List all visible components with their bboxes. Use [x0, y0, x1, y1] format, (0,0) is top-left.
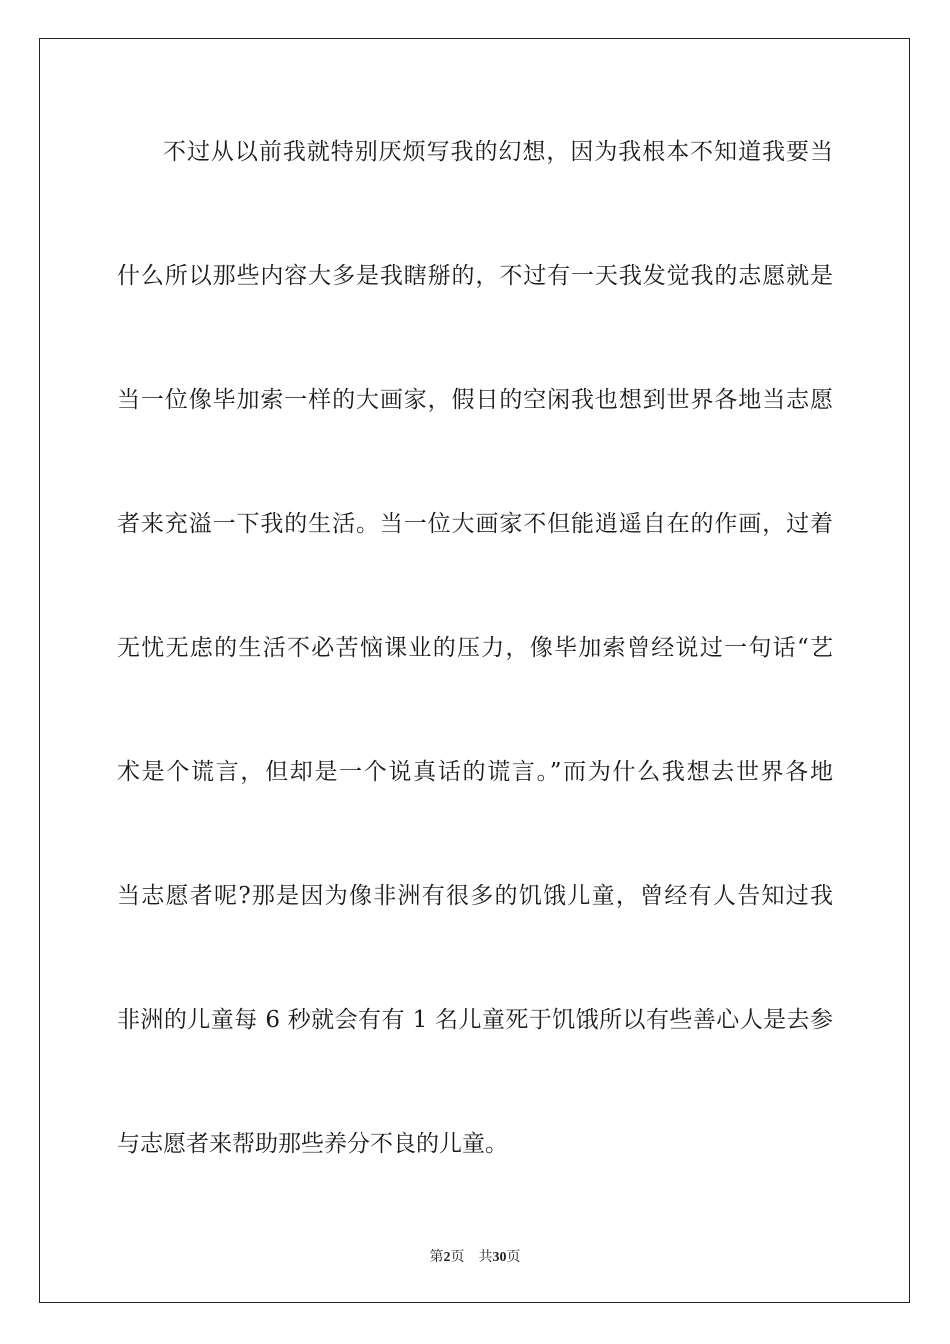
paragraph-line-6: 术是个谎言，但却是一个说真话的谎言。”而为什么我想去世界各地	[117, 759, 833, 785]
page-border	[39, 38, 910, 1303]
page-number: 2	[443, 1250, 451, 1265]
paragraph-line-4: 者来充溢一下我的生活。当一位大画家不但能逍遥自在的作画，过着	[117, 511, 833, 537]
total-label-suffix: 页	[506, 1249, 521, 1265]
paragraph-line-2: 什么所以那些内容大多是我瞎掰的，不过有一天我发觉我的志愿就是	[117, 263, 833, 289]
total-label-prefix: 共	[478, 1249, 493, 1265]
total-pages: 30	[492, 1250, 507, 1265]
paragraph-line-7: 当志愿者呢?那是因为像非洲有很多的饥饿儿童，曾经有人告知过我	[117, 883, 833, 909]
paragraph-line-1: 不过从以前我就特别厌烦写我的幻想，因为我根本不知道我要当	[163, 139, 833, 165]
paragraph-line-9: 与志愿者来帮助那些养分不良的儿童。	[117, 1131, 508, 1157]
page-label-suffix: 页	[450, 1249, 465, 1265]
paragraph-line-5: 无忧无虑的生活不必苦恼课业的压力，像毕加索曾经说过一句话“艺	[117, 635, 833, 661]
page-label-prefix: 第	[429, 1249, 444, 1265]
page-footer	[0, 1246, 950, 1266]
paragraph-line-3: 当一位像毕加索一样的大画家，假日的空闲我也想到世界各地当志愿	[117, 387, 833, 413]
paragraph-line-8: 非洲的儿童每 6 秒就会有有 1 名儿童死于饥饿所以有些善心人是去参	[117, 1007, 833, 1033]
